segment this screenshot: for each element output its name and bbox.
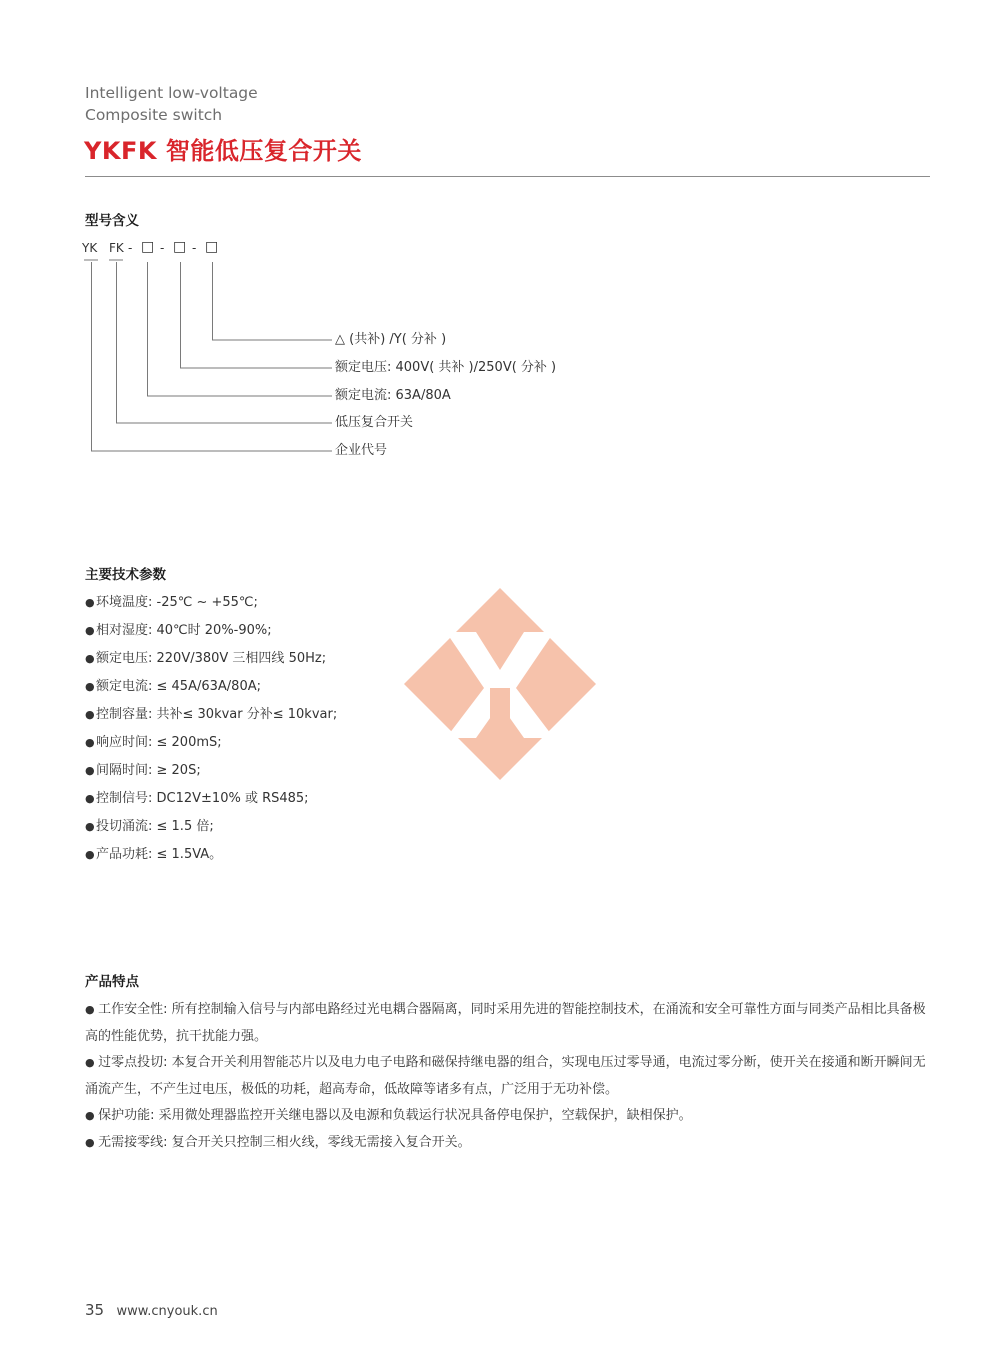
spec-item bbox=[85, 622, 272, 640]
connector-line-3 bbox=[148, 262, 333, 396]
spec-item bbox=[85, 650, 326, 668]
spec-item bbox=[85, 818, 214, 836]
bullet-icon: ● bbox=[85, 848, 95, 861]
spec-text: 产品功耗: ≤ 1.5VA。 bbox=[96, 847, 223, 862]
code-box-1: □ bbox=[141, 239, 155, 255]
yk-logo-watermark bbox=[404, 588, 596, 780]
model-diagram-lines bbox=[0, 0, 1000, 480]
code-part-yk: YK bbox=[82, 241, 98, 255]
spec-text: 响应时间: ≤ 200mS; bbox=[96, 735, 222, 750]
code-box-2: □ bbox=[173, 239, 187, 255]
spec-item bbox=[85, 706, 337, 724]
legend-company-code: 企业代号 bbox=[335, 443, 388, 458]
feature-item bbox=[85, 1050, 933, 1103]
code-part-fk: FK bbox=[109, 241, 124, 255]
bullet-icon: ● bbox=[85, 652, 95, 665]
feature-text: 工作安全性: 所有控制输入信号与内部电路经过光电耦合器隔离，同时采用先进的智能控制技术，在涌流和安全可靠性方面与同类产品相比具备极高的性能优势，抗干扰能力强。 bbox=[85, 1002, 926, 1044]
bullet-icon: ● bbox=[85, 1136, 99, 1149]
bullet-icon: ● bbox=[85, 736, 95, 749]
page-title: YKFK 智能低压复合开关 bbox=[84, 137, 362, 165]
bullet-icon: ● bbox=[85, 764, 95, 777]
bullet-icon: ● bbox=[85, 708, 95, 721]
bullet-icon: ● bbox=[85, 1056, 99, 1069]
feature-text: 过零点投切: 本复合开关利用智能芯片以及电力电子电路和磁保持继电器的组合，实现电压过零导通，电流过零分断，使开关在接通和断开瞬间无涌流产生，不产生过电压，极低的功耗，超高寿命，低故障等诸多有点，广泛用于无功补偿。 bbox=[85, 1055, 926, 1097]
code-dash-3: - bbox=[192, 241, 197, 255]
spec-item bbox=[85, 762, 201, 780]
feature-item bbox=[85, 1130, 933, 1157]
spec-text: 投切涌流: ≤ 1.5 倍; bbox=[96, 819, 214, 834]
page-footer bbox=[85, 1301, 218, 1319]
spec-item bbox=[85, 734, 222, 752]
spec-text: 相对湿度: 40℃时 20%-90%; bbox=[96, 623, 272, 638]
spec-item bbox=[85, 678, 261, 696]
title-english-line2: Composite switch bbox=[85, 106, 223, 124]
spec-item bbox=[85, 594, 258, 612]
legend-connection: △ (共补) /Y( 分补 ) bbox=[335, 332, 447, 347]
legend-rated-current: 额定电流: 63A/80A bbox=[335, 388, 451, 403]
model-section-title: 型号含义 bbox=[85, 213, 139, 229]
bullet-icon: ● bbox=[85, 680, 95, 693]
legend-switch-type: 低压复合开关 bbox=[335, 415, 414, 430]
connector-line-1 bbox=[213, 262, 333, 340]
bullet-icon: ● bbox=[85, 1003, 99, 1016]
spec-text: 额定电压: 220V/380V 三相四线 50Hz; bbox=[96, 651, 327, 666]
bullet-icon: ● bbox=[85, 1109, 99, 1122]
spec-text: 控制容量: 共补≤ 30kvar 分补≤ 10kvar; bbox=[96, 707, 338, 722]
spec-text: 环境温度: -25℃ ~ +55℃; bbox=[96, 595, 258, 610]
title-english-line1: Intelligent low-voltage bbox=[85, 84, 258, 102]
feature-item bbox=[85, 1103, 933, 1130]
spec-item bbox=[85, 846, 222, 864]
spec-text: 控制信号: DC12V±10% 或 RS485; bbox=[96, 791, 309, 806]
bullet-icon: ● bbox=[85, 792, 95, 805]
features-section-title: 产品特点 bbox=[85, 974, 139, 990]
bullet-icon: ● bbox=[85, 820, 95, 833]
code-box-3: □ bbox=[205, 239, 219, 255]
website-link[interactable]: www.cnyouk.cn bbox=[116, 1304, 218, 1319]
page-number: 35 bbox=[85, 1301, 105, 1319]
connector-line-2 bbox=[181, 262, 333, 368]
spec-item bbox=[85, 790, 309, 808]
bullet-icon: ● bbox=[85, 596, 95, 609]
feature-text: 保护功能: 采用微处理器监控开关继电器以及电源和负载运行状况具备停电保护，空载保护，缺相保护。 bbox=[98, 1108, 692, 1123]
spec-text: 间隔时间: ≥ 20S; bbox=[96, 763, 201, 778]
connector-line-4 bbox=[117, 262, 333, 423]
legend-rated-voltage: 额定电压: 400V( 共补 )/250V( 分补 ) bbox=[335, 360, 557, 375]
feature-item bbox=[85, 997, 933, 1050]
feature-text: 无需接零线: 复合开关只控制三相火线，零线无需接入复合开关。 bbox=[98, 1135, 471, 1150]
spec-text: 额定电流: ≤ 45A/63A/80A; bbox=[96, 679, 261, 694]
specs-section-title: 主要技术参数 bbox=[85, 567, 166, 583]
code-dash-2: - bbox=[160, 241, 165, 255]
code-dash-1: - bbox=[128, 241, 133, 255]
bullet-icon: ● bbox=[85, 624, 95, 637]
